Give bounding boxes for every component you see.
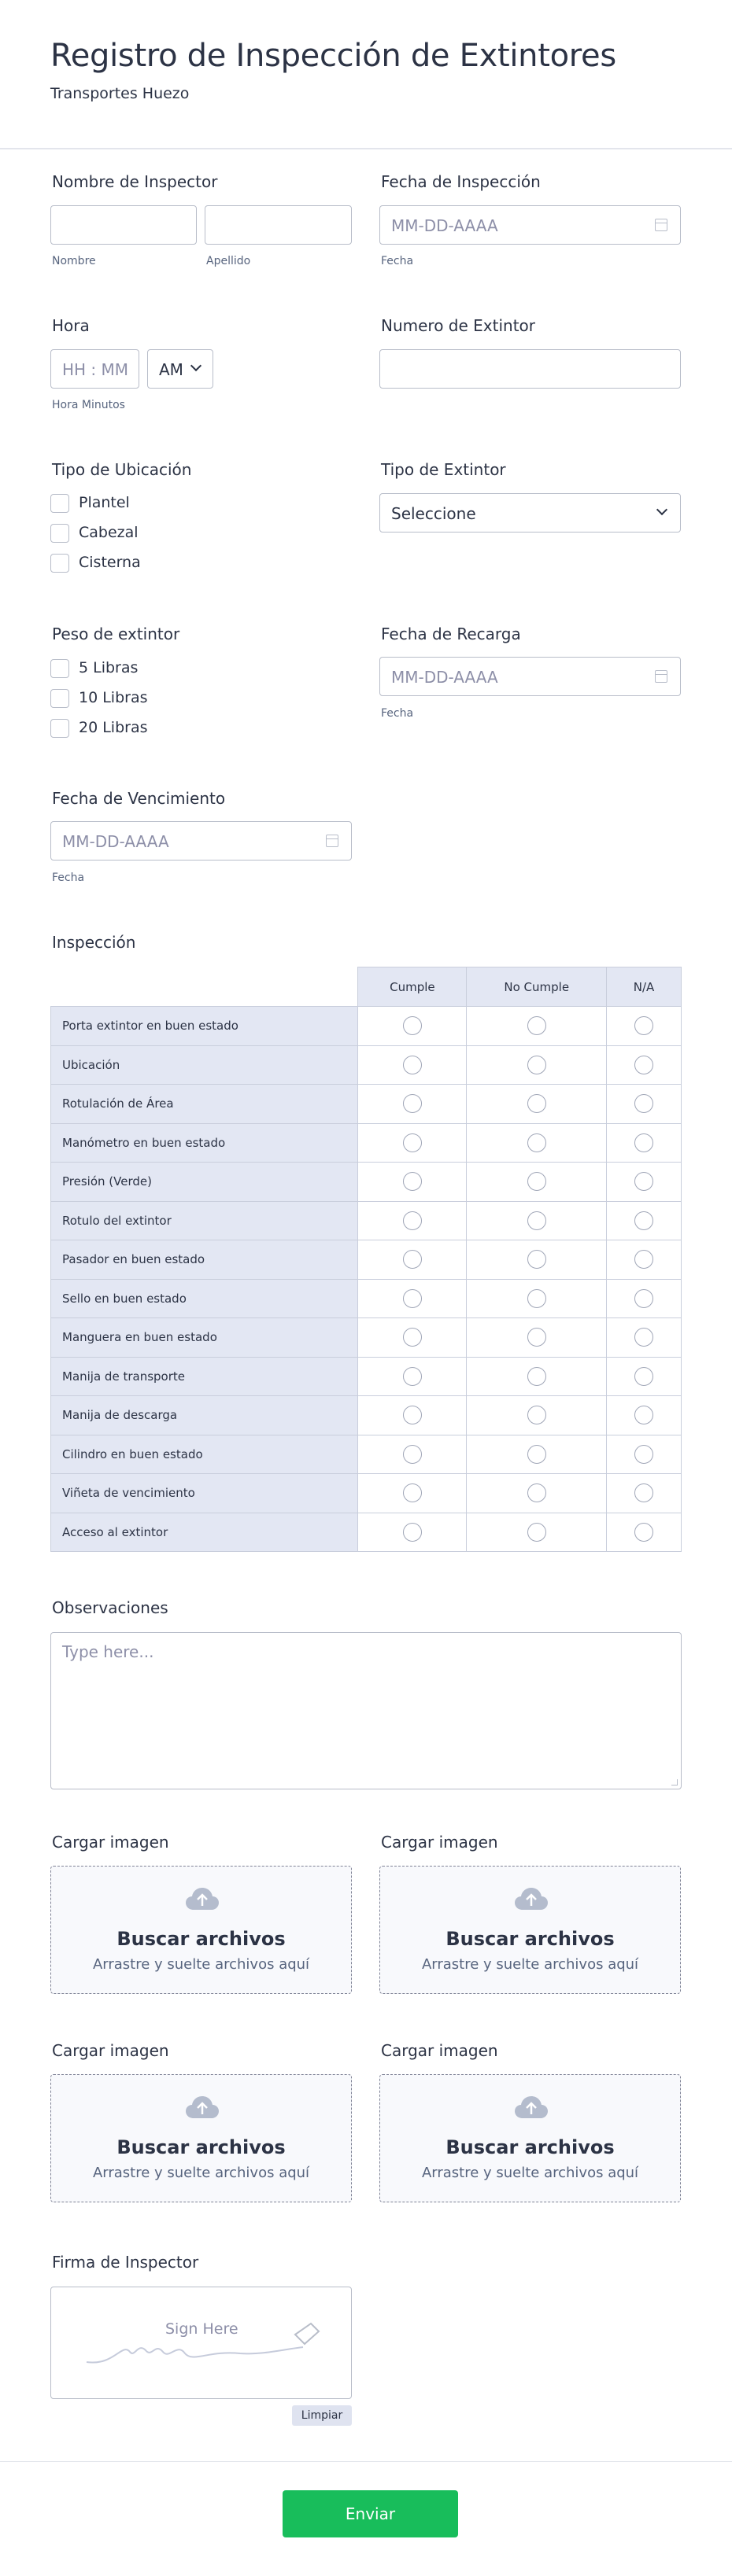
location-option-label: Plantel — [79, 494, 130, 511]
matrix-row-label: Manija de transporte — [51, 1357, 358, 1396]
resize-handle[interactable] — [671, 1779, 678, 1786]
radio-button[interactable] — [634, 1211, 653, 1230]
matrix-cell — [358, 1513, 467, 1552]
matrix-cell — [607, 1357, 682, 1396]
inspection-date-placeholder: MM-DD-AAAA — [391, 216, 498, 235]
last-name-input[interactable] — [205, 205, 352, 245]
checkbox[interactable] — [50, 494, 69, 513]
matrix-cell — [607, 1163, 682, 1202]
matrix-cell — [358, 1007, 467, 1046]
radio-button[interactable] — [403, 1367, 422, 1386]
matrix-cell — [467, 1357, 607, 1396]
inspection-date-input[interactable] — [379, 205, 681, 245]
time-sublabel: Hora Minutos — [52, 399, 125, 411]
matrix-row-label: Presión (Verde) — [51, 1163, 358, 1202]
matrix-column-header: N/A — [607, 967, 682, 1007]
radio-button[interactable] — [403, 1056, 422, 1074]
recharge-date-label: Fecha de Recarga — [381, 625, 521, 643]
radio-button[interactable] — [527, 1133, 546, 1152]
matrix-cell — [358, 1396, 467, 1435]
matrix-cell — [467, 1163, 607, 1202]
form-header — [0, 0, 732, 149]
radio-button[interactable] — [527, 1016, 546, 1035]
matrix-column-header: Cumple — [358, 967, 467, 1007]
matrix-cell — [467, 1123, 607, 1163]
matrix-cell — [358, 1357, 467, 1396]
file-dropzone[interactable] — [379, 2074, 681, 2202]
weight-option-label: 20 Libras — [79, 719, 148, 736]
observations-placeholder: Type here... — [62, 1642, 154, 1661]
matrix-cell — [467, 1513, 607, 1552]
checkbox[interactable] — [50, 524, 69, 543]
matrix-cell — [467, 1007, 607, 1046]
matrix-row-label: Acceso al extintor — [51, 1513, 358, 1552]
matrix-row-label: Manguera en buen estado — [51, 1318, 358, 1358]
matrix-cell — [467, 1201, 607, 1240]
radio-button[interactable] — [634, 1289, 653, 1308]
location-option-label: Cabezal — [79, 524, 139, 541]
ampm-select[interactable] — [147, 349, 213, 389]
matrix-cell — [607, 1513, 682, 1552]
weight-label: Peso de extintor — [52, 625, 180, 643]
matrix-row-label: Rotulo del extintor — [51, 1201, 358, 1240]
submit-button[interactable]: Enviar — [283, 2490, 458, 2537]
matrix-cell — [467, 1240, 607, 1280]
matrix-row-label: Manómetro en buen estado — [51, 1123, 358, 1163]
radio-button[interactable] — [403, 1289, 422, 1308]
table-row — [51, 1357, 682, 1396]
weight-option-label: 10 Libras — [79, 689, 148, 706]
matrix-cell — [607, 1474, 682, 1513]
expiry-date-label: Fecha de Vencimiento — [52, 789, 226, 808]
calendar-icon[interactable] — [655, 219, 667, 231]
table-row — [51, 1007, 682, 1046]
inspection-date-label: Fecha de Inspección — [381, 172, 541, 191]
extinguisher-type-value: Seleccione — [391, 504, 476, 523]
table-row — [51, 1318, 682, 1358]
file-dropzone[interactable] — [50, 1866, 352, 1994]
radio-button[interactable] — [527, 1523, 546, 1542]
calendar-icon[interactable] — [655, 670, 667, 683]
expiry-date-input[interactable] — [50, 821, 352, 861]
observations-label: Observaciones — [52, 1598, 168, 1617]
upload-label: Cargar imagen — [52, 1833, 169, 1852]
matrix-cell — [358, 1279, 467, 1318]
radio-button[interactable] — [527, 1483, 546, 1502]
clear-signature-button[interactable]: Limpiar — [292, 2405, 352, 2426]
matrix-row-label: Pasador en buen estado — [51, 1240, 358, 1280]
matrix-row-label: Rotulación de Área — [51, 1085, 358, 1124]
browse-files-link[interactable]: Buscar archivos — [116, 2136, 286, 2158]
recharge-date-sublabel: Fecha — [381, 707, 414, 720]
expiry-date-sublabel: Fecha — [52, 872, 85, 884]
first-name-input[interactable] — [50, 205, 197, 245]
radio-button[interactable] — [403, 1211, 422, 1230]
drag-drop-hint: Arrastre y suelte archivos aquí — [92, 2165, 310, 2181]
matrix-cell — [358, 1318, 467, 1358]
file-dropzone[interactable] — [379, 1866, 681, 1994]
signature-pad[interactable] — [50, 2287, 352, 2399]
matrix-row-label: Sello en buen estado — [51, 1279, 358, 1318]
matrix-column-header: No Cumple — [467, 967, 607, 1007]
matrix-cell — [607, 1085, 682, 1124]
extinguisher-type-select[interactable] — [379, 493, 681, 533]
radio-button[interactable] — [527, 1367, 546, 1386]
cloud-upload-icon — [514, 1887, 549, 1911]
radio-button[interactable] — [403, 1250, 422, 1269]
inspection-label: Inspección — [52, 933, 136, 952]
drag-drop-hint: Arrastre y suelte archivos aquí — [92, 1956, 310, 1973]
expiry-date-placeholder: MM-DD-AAAA — [62, 832, 169, 851]
extinguisher-number-label: Numero de Extintor — [381, 316, 536, 335]
radio-button[interactable] — [403, 1483, 422, 1502]
drag-drop-hint: Arrastre y suelte archivos aquí — [421, 1956, 639, 1973]
matrix-cell — [358, 1045, 467, 1085]
upload-label: Cargar imagen — [52, 2041, 169, 2060]
form-title: Registro de Inspección de Extintores — [50, 38, 616, 74]
radio-button[interactable] — [403, 1406, 422, 1424]
signature-label: Firma de Inspector — [52, 2253, 199, 2272]
matrix-cell — [607, 1240, 682, 1280]
recharge-date-placeholder: MM-DD-AAAA — [391, 668, 498, 687]
footer-divider — [0, 2461, 732, 2462]
radio-button[interactable] — [634, 1483, 653, 1502]
table-row — [51, 1045, 682, 1085]
checkbox[interactable] — [50, 554, 69, 573]
last-name-sublabel: Apellido — [206, 255, 251, 267]
browse-files-link[interactable]: Buscar archivos — [445, 2136, 615, 2158]
radio-button[interactable] — [527, 1094, 546, 1113]
matrix-cell — [607, 1318, 682, 1358]
radio-button[interactable] — [527, 1172, 546, 1191]
matrix-cell — [467, 1474, 607, 1513]
radio-button[interactable] — [634, 1250, 653, 1269]
radio-button[interactable] — [527, 1250, 546, 1269]
location-option-label: Cisterna — [79, 554, 141, 571]
recharge-date-input[interactable] — [379, 657, 681, 696]
matrix-cell — [607, 1435, 682, 1474]
browse-files-link[interactable]: Buscar archivos — [116, 1928, 286, 1950]
matrix-cell — [607, 1201, 682, 1240]
radio-button[interactable] — [527, 1445, 546, 1464]
radio-button[interactable] — [634, 1172, 653, 1191]
matrix-cell — [607, 1007, 682, 1046]
matrix-cell — [358, 1435, 467, 1474]
signature-placeholder: Sign Here — [165, 2320, 238, 2338]
upload-label: Cargar imagen — [381, 2041, 498, 2060]
time-placeholder: HH : MM — [62, 360, 129, 379]
matrix-row-label: Cilindro en buen estado — [51, 1435, 358, 1474]
table-row — [51, 1279, 682, 1318]
matrix-cell — [358, 1240, 467, 1280]
matrix-cell — [358, 1163, 467, 1202]
matrix-row-label: Porta extintor en buen estado — [51, 1007, 358, 1046]
radio-button[interactable] — [527, 1211, 546, 1230]
table-row — [51, 1201, 682, 1240]
inspector-name-label: Nombre de Inspector — [52, 172, 218, 191]
radio-button[interactable] — [634, 1328, 653, 1347]
ampm-value: AM — [159, 360, 183, 379]
radio-button[interactable] — [403, 1133, 422, 1152]
matrix-cell — [467, 1396, 607, 1435]
first-name-sublabel: Nombre — [52, 255, 96, 267]
matrix-cell — [358, 1474, 467, 1513]
radio-button[interactable] — [403, 1523, 422, 1542]
table-row — [51, 1435, 682, 1474]
table-row — [51, 1085, 682, 1124]
table-row — [51, 1513, 682, 1552]
radio-button[interactable] — [634, 1523, 653, 1542]
radio-button[interactable] — [634, 1056, 653, 1074]
chevron-down-icon — [656, 504, 667, 515]
cloud-upload-icon — [185, 1887, 220, 1911]
radio-button[interactable] — [403, 1172, 422, 1191]
file-dropzone[interactable] — [50, 2074, 352, 2202]
radio-button[interactable] — [527, 1056, 546, 1074]
matrix-row-label: Ubicación — [51, 1045, 358, 1085]
upload-label: Cargar imagen — [381, 1833, 498, 1852]
weight-option-label: 5 Libras — [79, 659, 139, 676]
browse-files-link[interactable]: Buscar archivos — [445, 1928, 615, 1950]
matrix-cell — [467, 1045, 607, 1085]
extinguisher-number-input[interactable] — [379, 349, 681, 389]
radio-button[interactable] — [634, 1406, 653, 1424]
matrix-cell — [607, 1045, 682, 1085]
matrix-cell — [607, 1279, 682, 1318]
matrix-cell — [607, 1396, 682, 1435]
radio-button[interactable] — [527, 1406, 546, 1424]
matrix-cell — [607, 1123, 682, 1163]
matrix-corner — [51, 967, 358, 1007]
radio-button[interactable] — [403, 1016, 422, 1035]
table-row — [51, 1240, 682, 1280]
time-input[interactable] — [50, 349, 139, 389]
table-row — [51, 1163, 682, 1202]
checkbox[interactable] — [50, 689, 69, 708]
radio-button[interactable] — [634, 1094, 653, 1113]
table-row — [51, 1396, 682, 1435]
matrix-cell — [467, 1318, 607, 1358]
calendar-icon[interactable] — [326, 835, 338, 847]
checkbox[interactable] — [50, 719, 69, 738]
observations-textarea[interactable] — [50, 1632, 682, 1789]
inspection-matrix — [50, 967, 682, 1552]
matrix-cell — [358, 1123, 467, 1163]
matrix-cell — [358, 1085, 467, 1124]
signature-scribble-icon — [83, 2319, 327, 2374]
radio-button[interactable] — [527, 1328, 546, 1347]
table-row — [51, 1474, 682, 1513]
radio-button[interactable] — [403, 1094, 422, 1113]
cloud-upload-icon — [185, 2095, 220, 2119]
table-row — [51, 1123, 682, 1163]
radio-button[interactable] — [403, 1445, 422, 1464]
radio-button[interactable] — [634, 1133, 653, 1152]
time-label: Hora — [52, 316, 90, 335]
matrix-cell — [358, 1201, 467, 1240]
checkbox[interactable] — [50, 659, 69, 678]
form-subtitle: Transportes Huezo — [50, 85, 190, 102]
radio-button[interactable] — [634, 1367, 653, 1386]
extinguisher-type-label: Tipo de Extintor — [381, 460, 506, 479]
matrix-cell — [467, 1085, 607, 1124]
radio-button[interactable] — [634, 1445, 653, 1464]
radio-button[interactable] — [634, 1016, 653, 1035]
location-type-label: Tipo de Ubicación — [52, 460, 192, 479]
chevron-down-icon — [190, 360, 201, 371]
radio-button[interactable] — [527, 1289, 546, 1308]
drag-drop-hint: Arrastre y suelte archivos aquí — [421, 2165, 639, 2181]
radio-button[interactable] — [403, 1328, 422, 1347]
matrix-row-label: Viñeta de vencimiento — [51, 1474, 358, 1513]
matrix-cell — [467, 1279, 607, 1318]
cloud-upload-icon — [514, 2095, 549, 2119]
matrix-cell — [467, 1435, 607, 1474]
matrix-row-label: Manija de descarga — [51, 1396, 358, 1435]
inspection-date-sublabel: Fecha — [381, 255, 414, 267]
